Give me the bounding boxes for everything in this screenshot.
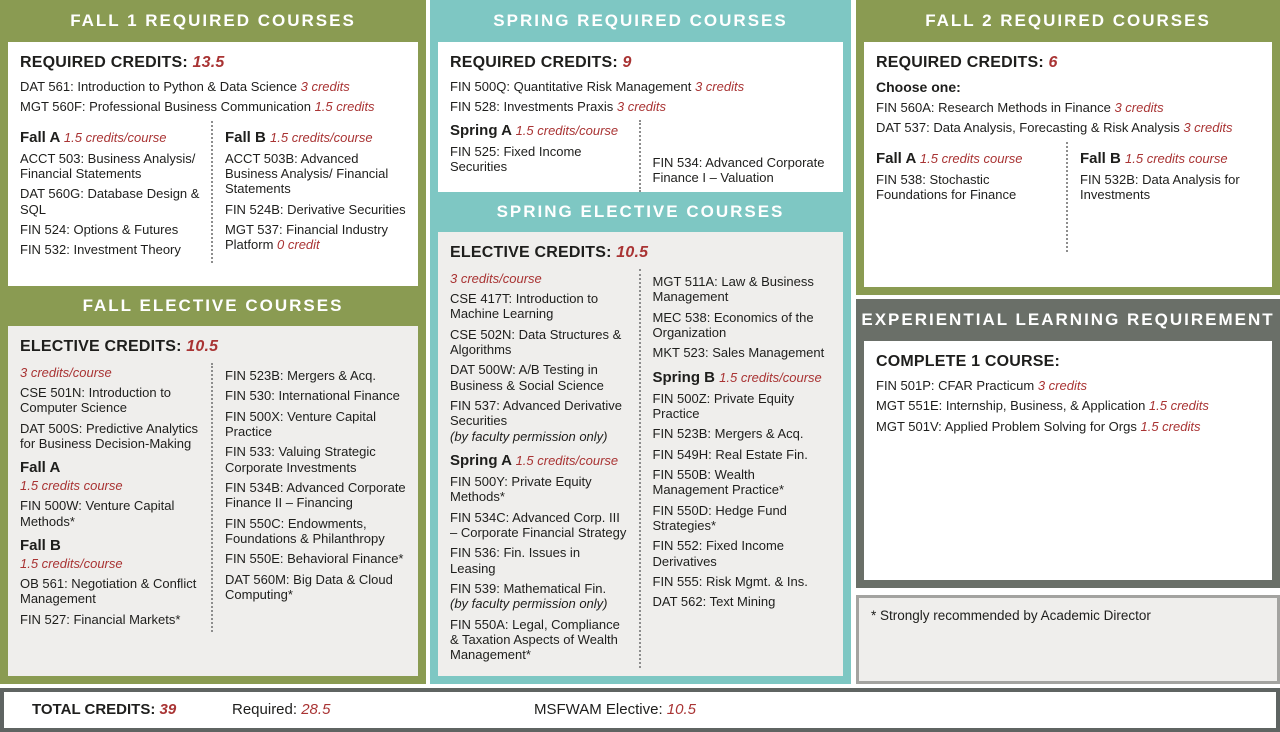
totals-bar [0, 688, 1280, 732]
course-item: FIN 539: Mathematical Fin. (by faculty permission only) [450, 581, 629, 612]
column-fall2 [856, 0, 1280, 684]
required-credits-value: 13.5 [192, 54, 225, 71]
fall-a-column [876, 142, 1066, 252]
total-credits: TOTAL CREDITS: 39 [32, 701, 177, 718]
fall-b-credits-note: 1.5 credits/course [270, 129, 373, 145]
course-item: MGT 537: Financial Industry Platform 0 credit [225, 221, 389, 253]
course-item: FIN 528: Investments Praxis 3 credits [450, 99, 667, 115]
section-title-fall-elective: FALL ELECTIVE COURSES [82, 296, 344, 315]
elective-credits-value: 10.5 [616, 244, 649, 261]
fall-a-heading: Fall A [20, 459, 61, 477]
course-item: FIN 537: Advanced Derivative Securities (by faculty permission only) [450, 398, 629, 444]
course-credits: 1.5 credits [314, 99, 375, 115]
complete-one-course-heading: COMPLETE 1 COURSE: [876, 353, 1061, 370]
fall-a-credits-note: 1.5 credits/course [63, 129, 167, 145]
section-title-fall1-required: FALL 1 REQUIRED COURSES [70, 11, 356, 30]
fall-b-credits-note: 1.5 credits course [1125, 150, 1228, 166]
spring-required-box [438, 42, 843, 192]
course-item: FIN 550C: Endowments, Foundations & Philanthropy [225, 515, 385, 546]
course-item: CSE 501N: Introduction to Computer Science [20, 385, 172, 416]
spring-a-heading: Spring A 1.5 credits/course [450, 451, 619, 469]
spring-elective-right-column [639, 269, 832, 668]
fall2-required-box [864, 42, 1272, 287]
fall-b-heading: Fall B 1.5 credits/course [225, 128, 373, 146]
course-item: DAT 560M: Big Data & Cloud Computing* [225, 571, 393, 602]
course-item: OB 561: Negotiation & Conflict Management [20, 575, 197, 607]
course-item: FIN 501P: CFAR Practicum 3 credits [876, 378, 1087, 393]
course-item: FIN 536: Fin. Issues in Leasing [450, 545, 581, 576]
credits-per-course-note: 3 credits/course [20, 365, 112, 380]
spring-a-columns [450, 120, 831, 192]
credits-per-course-note: 3 credits/course [450, 271, 542, 286]
course-credits: 3 credits [1114, 100, 1164, 115]
section-title-spring-required: SPRING REQUIRED COURSES [493, 11, 788, 30]
course-item: MEC 538: Economics of the Organization [652, 309, 814, 340]
fall-b-heading: Fall B [20, 536, 61, 554]
fall-a-heading: Fall A 1.5 credits course [876, 149, 1023, 167]
course-item: MGT 560F: Professional Business Communication 1.5 credits [20, 99, 375, 115]
course-credits: 3 credits [616, 99, 667, 115]
required-total-value: 28.5 [301, 701, 331, 718]
footnote-text: * Strongly recommended by Academic Director [871, 608, 1151, 623]
spring-a-left-cell [450, 120, 639, 192]
fall-a-credits-note: 1.5 credits course [20, 478, 123, 494]
course-item: FIN 549H: Real Estate Fin. [652, 446, 808, 462]
course-item: FIN 555: Risk Mgmt. & Ins. [652, 573, 808, 589]
total-credits-value: 39 [159, 701, 177, 718]
course-item: FIN 550A: Legal, Compliance & Taxation Aspects of Wealth Management* [450, 616, 620, 663]
spring-a-heading: Spring A 1.5 credits/course [450, 121, 619, 139]
course-item: FIN 500Y: Private Equity Methods* [450, 473, 592, 505]
course-item: FIN 527: Financial Markets* [20, 611, 181, 627]
course-credits: 0 credit [277, 237, 320, 253]
course-credits: 3 credits [1183, 120, 1233, 136]
fall-a-column [20, 121, 211, 263]
course-item: FIN 533: Valuing Strategic Corporate Investments [225, 444, 376, 475]
fall2-section [856, 0, 1280, 295]
course-item: MKT 523: Sales Management [652, 345, 825, 361]
course-credits: 1.5 credits [1140, 418, 1201, 434]
required-total: Required: 28.5 [232, 701, 331, 718]
fall1-required-box [8, 42, 418, 286]
course-item: DAT 500W: A/B Testing in Business & Social Science [450, 362, 604, 393]
spring-elective-left-column [450, 269, 639, 668]
course-item: FIN 500Z: Private Equity Practice [652, 390, 795, 421]
permission-note: (by faculty permission only) [450, 596, 608, 612]
course-item: FIN 538: Stochastic Foundations for Finance [876, 171, 1017, 202]
experiential-box [864, 341, 1272, 580]
course-item: ACCT 503: Business Analysis/ Financial Statements [20, 150, 196, 181]
fall-b-credits-note: 1.5 credits/course [20, 555, 123, 571]
course-item: FIN 532: Investment Theory [20, 242, 181, 258]
fall2-ab-columns [876, 142, 1260, 252]
course-item: FIN 500W: Venture Capital Methods* [20, 498, 175, 529]
spring-a-credits-note: 1.5 credits/course [515, 452, 619, 468]
course-item: FIN 525: Fixed Income Securities [450, 143, 582, 174]
course-item: DAT 561: Introduction to Python & Data Science 3 credits [20, 79, 350, 94]
section-title-fall2-required: FALL 2 REQUIRED COURSES [925, 11, 1211, 30]
course-item: CSE 502N: Data Structures & Algorithms [450, 326, 622, 357]
fall-elective-left-column [20, 363, 211, 632]
elective-credits-heading: ELECTIVE CREDITS: 10.5 [450, 244, 649, 261]
required-credits-heading: REQUIRED CREDITS: 13.5 [20, 54, 225, 71]
permission-note: (by faculty permission only) [450, 428, 608, 444]
course-item: FIN 552: Fixed Income Derivatives [652, 538, 784, 569]
spring-elective-box [438, 232, 843, 676]
fall1-ab-columns [20, 121, 406, 263]
required-credits-value: 9 [622, 54, 632, 71]
course-item: CSE 417T: Introduction to Machine Learning [450, 291, 599, 322]
course-item: FIN 500X: Venture Capital Practice [225, 408, 377, 439]
spring-a-right-cell [639, 120, 832, 192]
elective-credits-heading: ELECTIVE CREDITS: 10.5 [20, 338, 219, 355]
course-item: FIN 500Q: Quantitative Risk Management 3 credits [450, 79, 745, 94]
spring-b-credits-note: 1.5 credits/course [719, 369, 822, 385]
course-item: DAT 562: Text Mining [652, 594, 776, 610]
column-fall1 [0, 0, 426, 684]
course-credits: 3 credits [300, 79, 350, 94]
experiential-section [856, 299, 1280, 588]
spring-elective-columns [450, 269, 831, 668]
course-item: FIN 523B: Mergers & Acq. [225, 368, 377, 383]
course-item: ACCT 503B: Advanced Business Analysis/ Financial Statements [225, 150, 389, 197]
course-item: FIN 532B: Data Analysis for Investments [1080, 171, 1240, 202]
fall-b-column [211, 121, 406, 263]
spring-a-credits-note: 1.5 credits/course [515, 122, 619, 138]
fall-elective-columns [20, 363, 406, 632]
course-item: FIN 530: International Finance [225, 388, 400, 404]
course-item: FIN 550E: Behavioral Finance* [225, 551, 404, 567]
elective-credits-value: 10.5 [186, 338, 219, 355]
course-item: DAT 560G: Database Design & SQL [20, 186, 200, 217]
fall-elective-right-column [211, 363, 406, 632]
course-item: MGT 551E: Internship, Business, & Application 1.5 credits [876, 398, 1209, 414]
course-item: DAT 537: Data Analysis, Forecasting & Risk Analysis 3 credits [876, 120, 1233, 136]
column-spring [430, 0, 851, 684]
course-credits: 3 credits [1037, 378, 1087, 393]
required-credits-value: 6 [1048, 54, 1058, 71]
section-title-experiential: EXPERIENTIAL LEARNING REQUIREMENT [861, 310, 1275, 329]
course-item: FIN 550D: Hedge Fund Strategies* [652, 502, 787, 533]
course-credits: 1.5 credits [1148, 398, 1209, 414]
fall-b-heading: Fall B 1.5 credits course [1080, 149, 1228, 167]
footnote-box [856, 595, 1280, 684]
choose-one-label: Choose one: [876, 79, 961, 95]
required-credits-heading: REQUIRED CREDITS: 9 [450, 54, 632, 71]
course-item: FIN 534B: Advanced Corporate Finance II – Financing [225, 479, 406, 511]
fall-a-credits-note: 1.5 credits course [919, 150, 1023, 166]
course-credits: 3 credits [694, 79, 745, 94]
course-item: FIN 534C: Advanced Corp. III – Corporate Financial Strategy [450, 509, 627, 540]
course-item: FIN 523B: Mergers & Acq. [652, 426, 804, 442]
course-item: MGT 511A: Law & Business Management [652, 274, 814, 305]
elective-total: MSFWAM Elective: 10.5 [534, 701, 696, 718]
fall-a-heading: Fall A 1.5 credits/course [20, 128, 167, 146]
course-item: MGT 501V: Applied Problem Solving for Orgs 1.5 credits [876, 418, 1201, 434]
course-item: FIN 524: Options & Futures [20, 221, 179, 237]
required-credits-heading: REQUIRED CREDITS: 6 [876, 54, 1058, 71]
course-item: FIN 534: Advanced Corporate Finance I – Valuation [652, 154, 825, 185]
fall-elective-box [8, 326, 418, 676]
elective-total-value: 10.5 [666, 701, 696, 718]
course-item: FIN 550B: Wealth Management Practice* [652, 466, 785, 498]
course-item: FIN 524B: Derivative Securities [225, 201, 406, 217]
course-item: FIN 560A: Research Methods in Finance 3 credits [876, 100, 1164, 115]
fall-b-column [1066, 142, 1260, 252]
course-item: DAT 500S: Predictive Analytics for Business Decision-Making [20, 420, 198, 451]
section-title-spring-elective: SPRING ELECTIVE COURSES [496, 202, 785, 221]
spring-b-heading: Spring B 1.5 credits/course [652, 368, 822, 386]
